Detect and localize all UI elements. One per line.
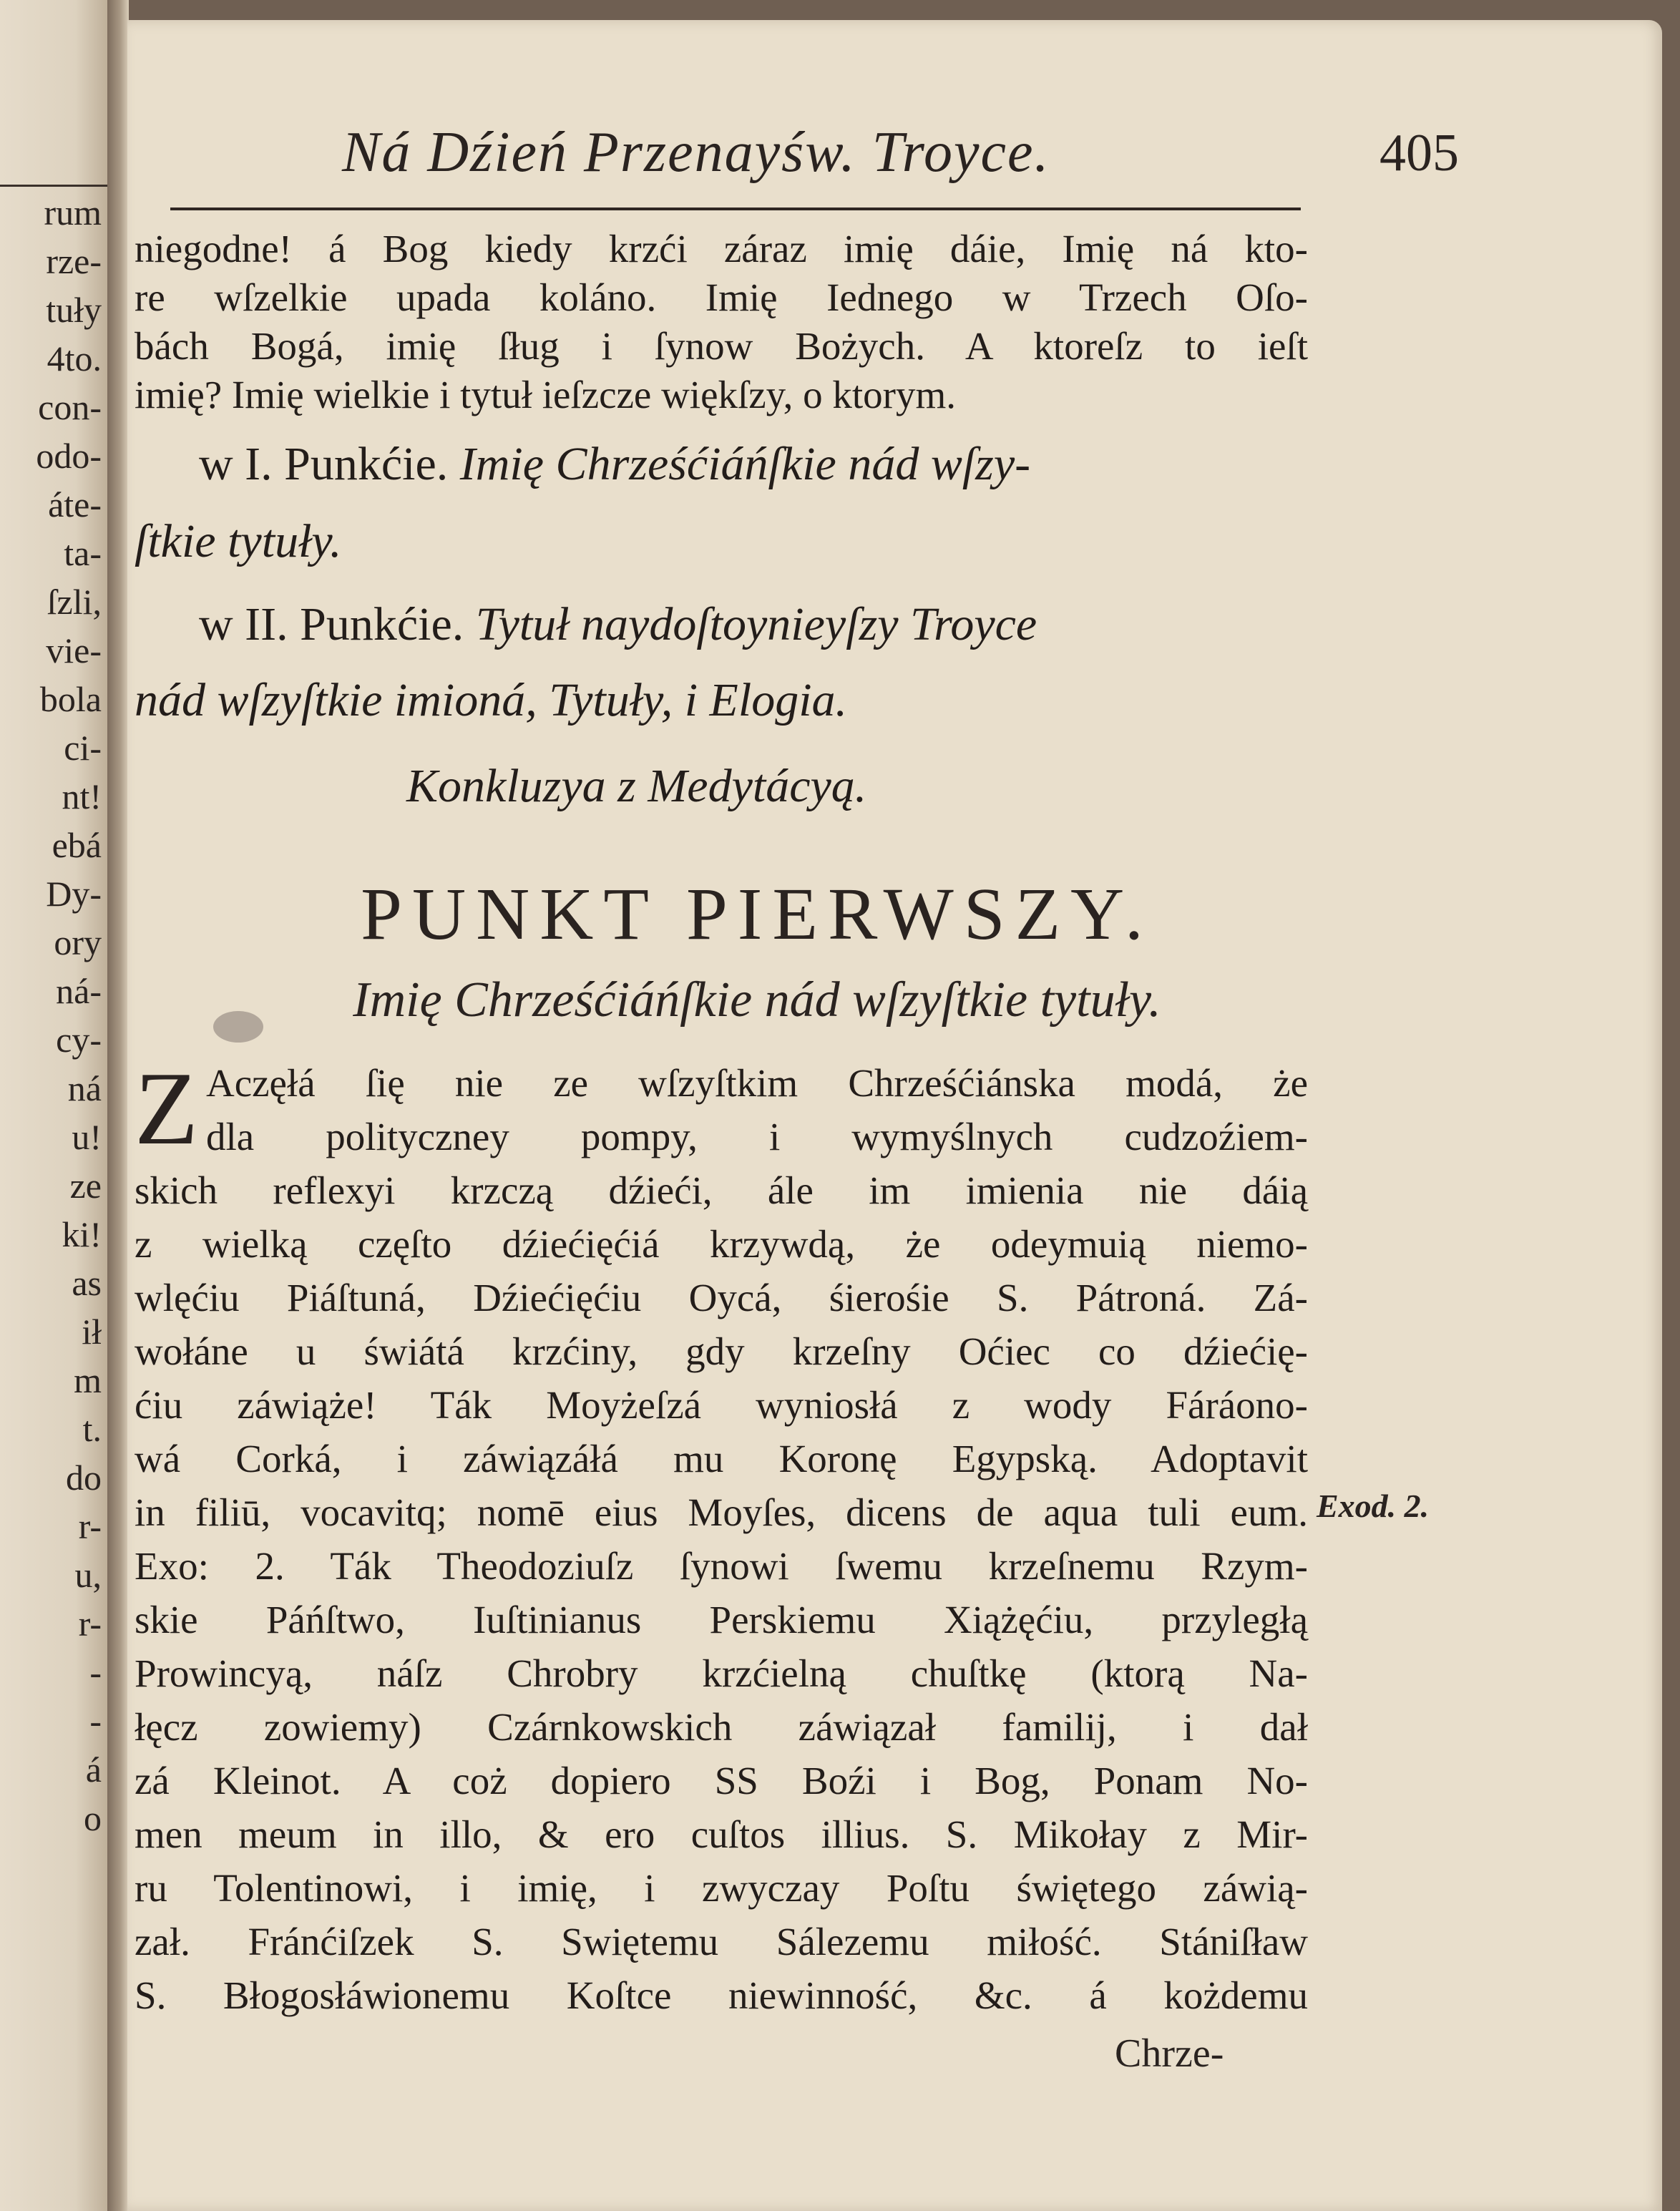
intro-line: re wſzelkie upada koláno. Imię Iednego w Trzech Oſo- xyxy=(135,275,1308,319)
left-page-fragment: Dy- xyxy=(46,874,102,914)
left-page-fragment: ił xyxy=(82,1312,102,1352)
body-line: in filiū, vocavitq; nomē eius Moyſes, dicens de aqua tuli eum. xyxy=(135,1490,1308,1534)
left-page-rule xyxy=(0,185,107,187)
header-rule xyxy=(170,208,1301,210)
catchword: Chrze- xyxy=(1115,2031,1224,2076)
left-page-fragment: ta- xyxy=(64,533,102,573)
left-page-edge xyxy=(0,0,107,2211)
body-line: ru Tolentinowi, i imię, i zwyczay Poſtu świętego záwią- xyxy=(135,1866,1308,1910)
body-line: z wielką częſto dźiećięćiá krzywdą, że odeymuią niemo- xyxy=(135,1222,1308,1266)
drop-capital: Z xyxy=(135,1050,199,1166)
body-line: łęcz zowiemy) Czárnkowskich záwiązał familij, i dał xyxy=(135,1705,1308,1749)
point-two-line xyxy=(199,598,1037,650)
left-page-fragment: rze- xyxy=(46,241,102,281)
left-page-fragment: rum xyxy=(44,192,102,233)
left-page-fragment: ory xyxy=(54,922,102,962)
body-line: S. Błogosłáwionemu Koſtce niewinność, &c. á kożdemu xyxy=(135,1973,1308,2017)
left-page-fragment: áte- xyxy=(48,484,102,524)
left-page-fragment: - xyxy=(89,1652,102,1692)
book-gutter xyxy=(107,0,129,2211)
section-subheading: Imię Chrześćiáńſkie nád wſzyſtkie tytuły. xyxy=(353,972,1161,1028)
body-line: skich reflexyi krzczą dźieći, ále im imienia nie dáią xyxy=(135,1168,1308,1212)
point-one-continuation: ſtkie tytuły. xyxy=(135,515,342,567)
left-page-fragment: m xyxy=(74,1360,102,1400)
intro-line: niegodne! á Bog kiedy krzći záraz imię dáie, Imię ná kto- xyxy=(135,227,1308,270)
left-page-fragment: t. xyxy=(82,1409,102,1449)
left-page-fragment: ci- xyxy=(64,728,102,768)
body-line: wołáne u świátá krzćiny, gdy krzeſny Oćiec co dźiećię- xyxy=(135,1329,1308,1373)
ink-stain xyxy=(213,1011,263,1043)
point-one-line xyxy=(199,438,1031,490)
book-page xyxy=(127,20,1662,2211)
left-page-fragment: r- xyxy=(78,1506,102,1546)
point-two-continuation: nád wſzyſtkie imioná, Tytuły, i Elogia. xyxy=(135,674,848,726)
body-line: skie Páńſtwo, Iuſtinianus Perskiemu Xiążęćiu, przyległą xyxy=(135,1598,1308,1641)
margin-note: Exod. 2. xyxy=(1317,1488,1430,1524)
left-page-fragment: u! xyxy=(72,1117,102,1157)
left-page-fragment: cy- xyxy=(56,1020,102,1060)
left-page-fragment: odo- xyxy=(36,436,102,476)
body-line: Aczęłá ſię nie ze wſzyſtkim Chrześćiánska modá, że xyxy=(206,1061,1308,1105)
body-line: Exo: 2. Ták Theodoziuſz ſynowi ſwemu krzeſnemu Rzym- xyxy=(135,1544,1308,1588)
body-line: dla polityczney pompy, i wymyślnych cudzoźiem- xyxy=(206,1115,1308,1158)
point-two-label: w II. Punkćie. xyxy=(199,598,464,650)
page-number: 405 xyxy=(1379,124,1459,182)
intro-line: imię? Imię wielkie i tytuł ieſzcze więkſzy, o ktorym. xyxy=(135,373,956,416)
left-page-fragment: as xyxy=(72,1263,102,1303)
left-page-fragment: ebá xyxy=(52,825,102,865)
running-title: Ná Dźień Przenayśw. Troyce. xyxy=(342,121,1050,184)
left-page-fragment: ze xyxy=(69,1166,102,1206)
body-line: wlęćiu Piáſtuná, Dźiećięćiu Oycá, śierośie S. Pátroná. Zá- xyxy=(135,1276,1308,1319)
left-page-fragment: 4to. xyxy=(47,338,102,379)
left-page-fragment: ſzli, xyxy=(47,582,102,622)
body-line: zał. Fránćiſzek S. Swiętemu Sálezemu miłość. Stániſław xyxy=(135,1920,1308,1963)
left-page-fragment: u, xyxy=(74,1555,102,1595)
body-line: wá Corká, i záwiązáłá mu Koronę Egypską. Adoptavit xyxy=(135,1437,1308,1480)
conclusion-line: Konkluzya z Medytácyą. xyxy=(406,760,867,812)
left-page-fragment: ki! xyxy=(62,1214,102,1254)
left-page-fragment: - xyxy=(89,1701,102,1741)
left-page-fragment: do xyxy=(66,1458,102,1498)
intro-line: bách Bogá, imię ſług i ſynow Bożych. A ktoreſz to ieſt xyxy=(135,324,1308,368)
left-page-fragment: ná xyxy=(67,1068,102,1108)
left-page-fragment: ná- xyxy=(56,971,102,1011)
body-line: ćiu záwiąże! Ták Moyżeſzá wyniosłá z wody Fáráono- xyxy=(135,1383,1308,1427)
running-header xyxy=(135,120,1459,199)
left-page-fragment: nt! xyxy=(62,776,102,816)
left-page-fragment: bola xyxy=(39,679,102,719)
left-page-fragment: vie- xyxy=(46,630,102,670)
point-two-text: Tytuł naydoſtoynieyſzy Troyce xyxy=(475,598,1037,650)
left-page-fragment: r- xyxy=(78,1604,102,1644)
point-one-text: Imię Chrześćiáńſkie nád wſzy- xyxy=(459,438,1031,490)
point-one-label: w I. Punkćie. xyxy=(199,438,449,490)
left-page-fragment: tuły xyxy=(46,290,102,330)
section-heading: PUNKT PIERWSZY. xyxy=(361,873,1153,955)
body-line: zá Kleinot. A coż dopiero SS Boźi i Bog, Ponam No- xyxy=(135,1759,1308,1802)
left-page-fragment: á xyxy=(85,1749,102,1790)
left-page-fragment: o xyxy=(84,1798,102,1838)
body-line: men meum in illo, & ero cuſtos illius. S. Mikołay z Mir- xyxy=(135,1812,1308,1856)
left-page-fragment: con- xyxy=(38,387,102,427)
body-line: Prowincyą, náſz Chrobry krzćielną chuſtkę (ktorą Na- xyxy=(135,1651,1308,1695)
